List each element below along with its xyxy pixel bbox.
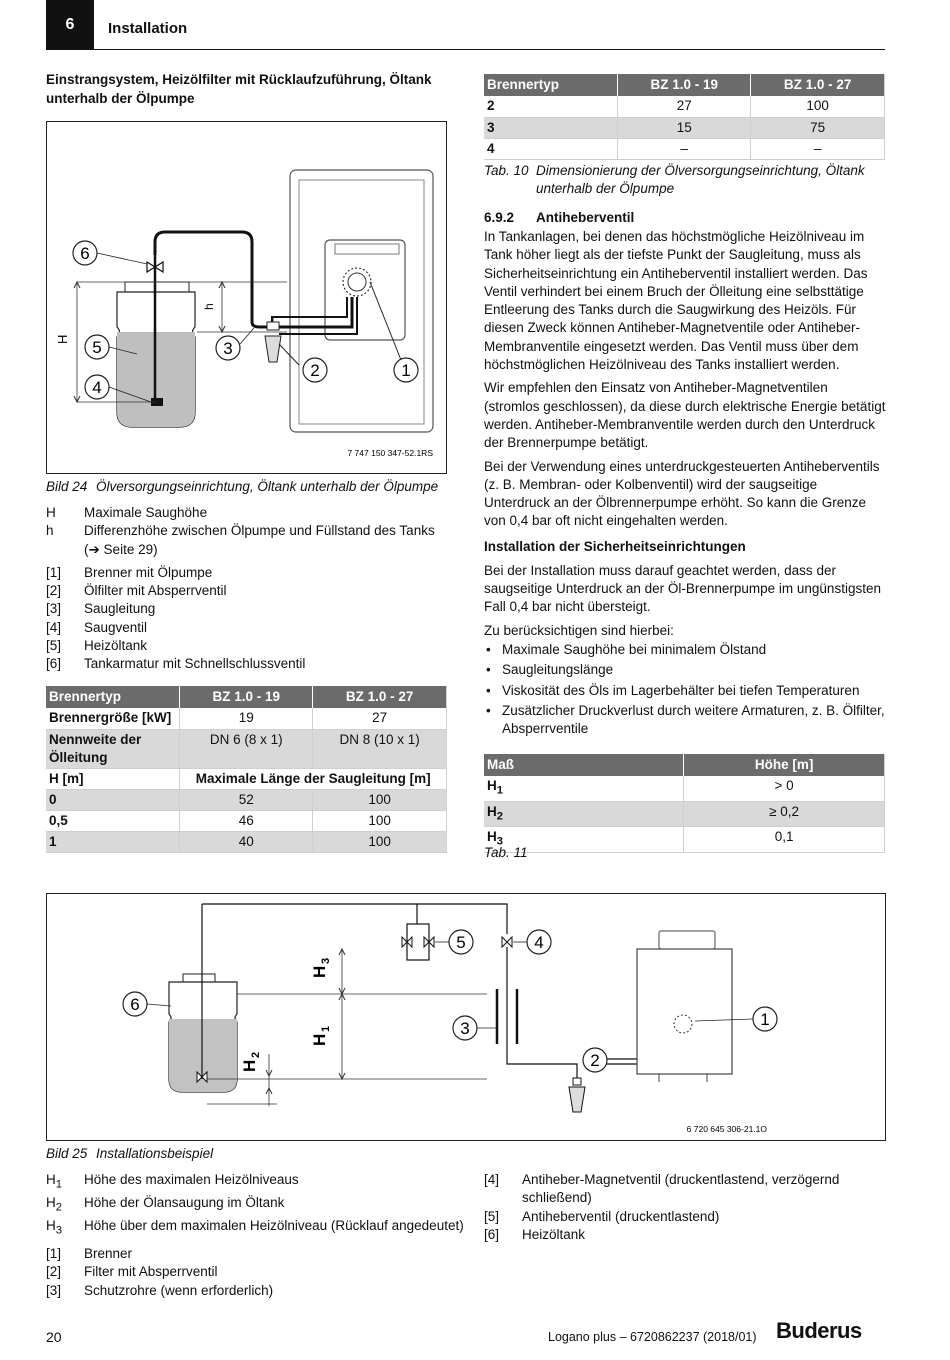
legend-val: Antiheber-Magnetventil (druckentlastend, verzögernd schließend) (522, 1172, 840, 1206)
table-header-row (484, 74, 885, 96)
list-item: • Saugleitungslänge (484, 661, 886, 679)
list-item: • Maximale Saughöhe bei minimalem Ölstand (484, 641, 886, 659)
table-row (484, 801, 885, 827)
legend-row (46, 1171, 466, 1194)
callout-3 (216, 328, 254, 360)
svg-text:6: 6 (80, 244, 90, 263)
table-header-row (484, 754, 885, 776)
fig25-caption-text: Installationsbeispiel (96, 1146, 214, 1161)
list-item: • Zusätzlicher Druckverlust durch weitere Armaturen, z. B. Ölfilter, Absperrventile (484, 702, 886, 739)
filter-valve (267, 322, 279, 330)
oil-filter (569, 1087, 585, 1112)
label-H: H (55, 334, 70, 344)
table-header: BZ 1.0 - 27 (313, 686, 447, 708)
fig25-legend-left (46, 1171, 466, 1300)
svg-text:5: 5 (92, 338, 102, 357)
fig25-diagram (46, 893, 886, 1141)
legend-row (46, 504, 446, 522)
callout-1 (753, 1007, 777, 1031)
legend-key: $H_1$ (46, 1172, 63, 1191)
burner-body (637, 949, 732, 1074)
table-cell: 46 (180, 810, 313, 831)
table-row (484, 96, 885, 117)
table-cell: 40 (180, 831, 313, 852)
fig24-heading: Einstrangsystem, Heizölfilter mit Rücklaufzuführung, Öltank unterhalb der Ölpumpe (46, 72, 432, 106)
burner-unit (325, 240, 405, 340)
svg-text:H: H (310, 1033, 329, 1046)
legend-val: Saugventil (84, 619, 148, 635)
table-cell: Nennweite der Ölleitung (46, 729, 180, 768)
svg-text:2: 2 (310, 361, 320, 380)
table-cell: 100 (313, 810, 447, 831)
legend-row (484, 1171, 886, 1208)
legend-key: [6] (46, 656, 62, 672)
fig25-svg (47, 894, 885, 1140)
paragraph: Wir empfehlen den Einsatz von Antiheber-Magnetventilen (stromlos geschlossen), da diese durch elektrische Energie betätigt werden. Antiheber-Membranventile werden durch den Unterdruck der Brennerpumpe betätigt. (484, 380, 886, 451)
tank-cap (183, 974, 215, 982)
callout-3 (453, 1016, 496, 1040)
legend-row (46, 1194, 466, 1217)
callout-2 (583, 1048, 607, 1072)
table-cell: Brennergröße [kW] (46, 708, 180, 729)
burner-table-left (46, 686, 447, 853)
table-row (484, 138, 885, 159)
table-cell: $H_3$ (484, 827, 684, 853)
table-cell: 0,5 (46, 810, 180, 831)
fig24-svg (47, 122, 446, 473)
svg-text:2: 2 (590, 1051, 600, 1070)
paragraph: Bei der Installation muss darauf geachtet werden, dass der saugseitige Unterdruck an der Öl-Brennerpumpe im ungünstigsten Fall 0,4 bar nicht übersteigt. (484, 562, 881, 615)
height-table (484, 754, 885, 853)
legend-row (46, 1282, 466, 1300)
legend-key: [3] (46, 1282, 62, 1298)
legend-val: Saugleitung (84, 601, 156, 617)
legend-val: Ölfilter mit Absperrventil (84, 583, 227, 599)
fig24-diagram (46, 121, 447, 474)
table-header: Maß (484, 754, 684, 776)
list-item: • Viskosität des Öls im Lagerbehälter bei tiefen Temperaturen (484, 682, 886, 700)
svg-text:4: 4 (534, 933, 544, 952)
svg-text:1: 1 (401, 361, 411, 380)
table-row (484, 776, 885, 801)
legend-val: Heizöltank (84, 638, 148, 654)
table-cell: 100 (313, 831, 447, 852)
table-row (46, 831, 447, 852)
fig24-caption-text: Ölversorgungseinrichtung, Öltank unterhalb der Ölpumpe (96, 479, 439, 494)
callout-4 (513, 930, 551, 954)
legend-key: [5] (46, 638, 62, 654)
legend-val: Höhe über dem maximalen Heizölniveau (Rücklauf angedeutet) (84, 1217, 464, 1233)
table-row (46, 729, 447, 768)
legend-val: Antiheberventil (druckentlastend) (522, 1208, 720, 1224)
fig25-code: 6 720 645 306-21.1O (686, 1124, 767, 1134)
legend-val: Filter mit Absperrventil (84, 1264, 218, 1280)
legend-row (46, 619, 446, 637)
document-id: Logano plus – 6720862237 (2018/01) (548, 1330, 757, 1344)
fig24-caption-num: Bild 24 (46, 479, 88, 494)
tank-cap (125, 282, 189, 292)
callout-1 (394, 358, 418, 382)
table-cell: $H_2$ (484, 801, 684, 827)
table-cell: 27 (618, 96, 751, 117)
table-cell: 0,1 (684, 827, 885, 853)
tab11-caption: Tab. 11 (484, 845, 528, 860)
legend-row (46, 600, 446, 618)
table-header-row (46, 686, 447, 708)
svg-text:6: 6 (130, 995, 140, 1014)
svg-text:5: 5 (456, 933, 466, 952)
table-cell: 15 (618, 117, 751, 138)
fig25-legend-right (484, 1171, 886, 1244)
legend-key: [4] (46, 619, 62, 635)
table-header: Höhe [m] (684, 754, 885, 776)
legend-key: [5] (484, 1208, 500, 1224)
page-number: 20 (46, 1329, 62, 1345)
svg-text:1: 1 (320, 1025, 332, 1032)
legend-row (46, 1217, 466, 1240)
svg-text:1: 1 (760, 1010, 770, 1029)
paragraph: Bei der Verwendung eines unterdruckgesteuerten Antiheberventils (z. B. Membran- oder Kolbenventil) wird der saugseitige Unterdruck an der Ölbrennerpumpe erhöht. So kann die Grenze von 0,4 bar oft nicht eingehalten werden. (484, 458, 880, 529)
table-cell: 27 (313, 708, 447, 729)
legend-key: [1] (46, 1245, 62, 1261)
legend-val: Brenner (84, 1245, 133, 1261)
chapter-title: Installation (108, 20, 188, 37)
paragraph: In Tankanlagen, bei denen das höchstmögliche Heizölniveau im Tank höher liegt als der tiefste Punkt der Saugleitung, muss als Sicherheitseinrichtung ein Antiheberventil installiert werden. Das Ventil verhindert bei einem Bruch der Ölleitung eine selbsttätige Entleerung des Tanks durch die Saugwirkung des Heizöls. Für diesen Zweck können Antiheber-Magnetventile oder Antiheber-Membranventile eingesetzt werden. Das Ventil muss über dem höchstmöglichen Heizölniveau des Tanks installiert werden. (484, 229, 868, 373)
legend-row (484, 1226, 886, 1244)
table-cell: 100 (313, 789, 447, 810)
bullet-list (484, 641, 886, 738)
legend-row (46, 1263, 466, 1281)
paragraph: Zu berücksichtigen sind hierbei: (484, 622, 674, 638)
fig24-legend (46, 504, 446, 674)
table-row (484, 117, 885, 138)
section-title: Antiheberventil (536, 210, 635, 225)
tab10-caption (484, 162, 884, 198)
table-cell: DN 8 (10 x 1) (313, 729, 447, 768)
chapter-number-box (46, 0, 94, 50)
label-H2 (240, 1052, 262, 1072)
magnet-valve (502, 937, 512, 947)
legend-val: Höhe der Ölansaugung im Öltank (84, 1194, 285, 1210)
burner-top (659, 931, 715, 949)
legend-row (46, 655, 446, 673)
svg-text:2: 2 (250, 1051, 262, 1058)
label-H3 (310, 958, 332, 978)
section-number: 6.9.2 (484, 210, 515, 225)
burner-table-right (484, 74, 885, 160)
callout-6 (123, 992, 171, 1016)
svg-text:H: H (240, 1059, 259, 1072)
chapter-number: 6 (65, 16, 75, 33)
legend-key: $H_2$ (46, 1194, 63, 1214)
burner-top (335, 244, 399, 254)
table-cell: 1 (46, 831, 180, 852)
table-header: BZ 1.0 - 19 (618, 74, 751, 96)
legend-key: [4] (484, 1172, 500, 1187)
legend-key: [2] (46, 1264, 62, 1280)
table-row (46, 789, 447, 810)
table-cell: 19 (180, 708, 313, 729)
table-subheader: Maximale Länge der Saugleitung [m] (180, 768, 447, 789)
legend-val: Höhe des maximalen Heizölniveaus (84, 1172, 299, 1187)
table-cell: – (618, 138, 751, 159)
table-cell: 2 (484, 96, 618, 117)
legend-val: Tankarmatur mit Schnellschlussventil (84, 656, 306, 672)
table-cell: 3 (484, 117, 618, 138)
table-cell: DN 6 (8 x 1) (180, 729, 313, 768)
table-cell: 100 (751, 96, 885, 117)
table-cell: 4 (484, 138, 618, 159)
legend-row (46, 522, 446, 559)
svg-text:4: 4 (92, 378, 102, 397)
filter-valve (573, 1078, 581, 1085)
svg-text:H: H (310, 965, 329, 978)
svg-text:3: 3 (223, 339, 233, 358)
legend-row (46, 564, 446, 582)
table-header: Brennertyp (46, 686, 180, 708)
table-cell: 75 (751, 117, 885, 138)
table-header: Brennertyp (484, 74, 618, 96)
header-rule (94, 49, 885, 50)
legend-row (46, 582, 446, 600)
tab10-caption-text: Dimensionierung der Ölversorgungseinrichtung, Öltank unterhalb der Ölpumpe (536, 163, 865, 196)
svg-text:3: 3 (460, 1019, 470, 1038)
subheading: Installation der Sicherheitseinrichtungen (484, 538, 746, 554)
table-header: BZ 1.0 - 19 (180, 686, 313, 708)
callout-2 (303, 358, 327, 382)
legend-val: Brenner mit Ölpumpe (84, 564, 213, 580)
table-row (46, 708, 447, 729)
legend-val: Differenzhöhe zwischen Ölpumpe und Füllstand des Tanks (➔ Seite 29) (84, 523, 435, 557)
legend-key: [1] (46, 564, 62, 580)
fig24-caption (46, 478, 438, 496)
tank-oil-level (169, 1019, 237, 1092)
table-subheader-row (46, 768, 447, 789)
section-body (484, 228, 886, 738)
brand-logo: Buderus (776, 1318, 862, 1343)
table-cell: 52 (180, 789, 313, 810)
label-H1 (310, 1026, 332, 1046)
table-cell: $H_1$ (484, 776, 684, 801)
table-row (484, 827, 885, 853)
table-row (46, 810, 447, 831)
section-heading (484, 208, 634, 227)
callout-6 (73, 241, 147, 265)
legend-val: Schutzrohre (wenn erforderlich) (84, 1282, 274, 1298)
legend-key: [6] (484, 1226, 500, 1242)
table-header: BZ 1.0 - 27 (751, 74, 885, 96)
callout-5 (435, 930, 473, 954)
legend-key: [2] (46, 583, 62, 599)
table-cell: – (751, 138, 885, 159)
table-cell: > 0 (684, 776, 885, 801)
fig25-caption-num: Bild 25 (46, 1146, 88, 1161)
table-subheader: H [m] (46, 768, 180, 789)
legend-val: Maximale Saughöhe (84, 505, 208, 520)
oil-filter (265, 336, 281, 362)
table-cell: ≥ 0,2 (684, 801, 885, 827)
svg-text:3: 3 (320, 957, 332, 964)
table-cell: 0 (46, 789, 180, 810)
legend-key: h (46, 523, 54, 539)
legend-val: Heizöltank (522, 1226, 586, 1242)
legend-row (46, 1245, 466, 1263)
legend-key: [3] (46, 601, 62, 617)
legend-row (484, 1208, 886, 1226)
legend-key: $H_3$ (46, 1217, 63, 1237)
legend-key: H (46, 505, 56, 520)
fig24-code: 7 747 150 347-52.1RS (347, 448, 433, 458)
label-h: h (202, 303, 216, 310)
legend-row (46, 637, 446, 655)
fig25-caption (46, 1145, 213, 1163)
tab10-caption-num: Tab. 10 (484, 163, 529, 178)
